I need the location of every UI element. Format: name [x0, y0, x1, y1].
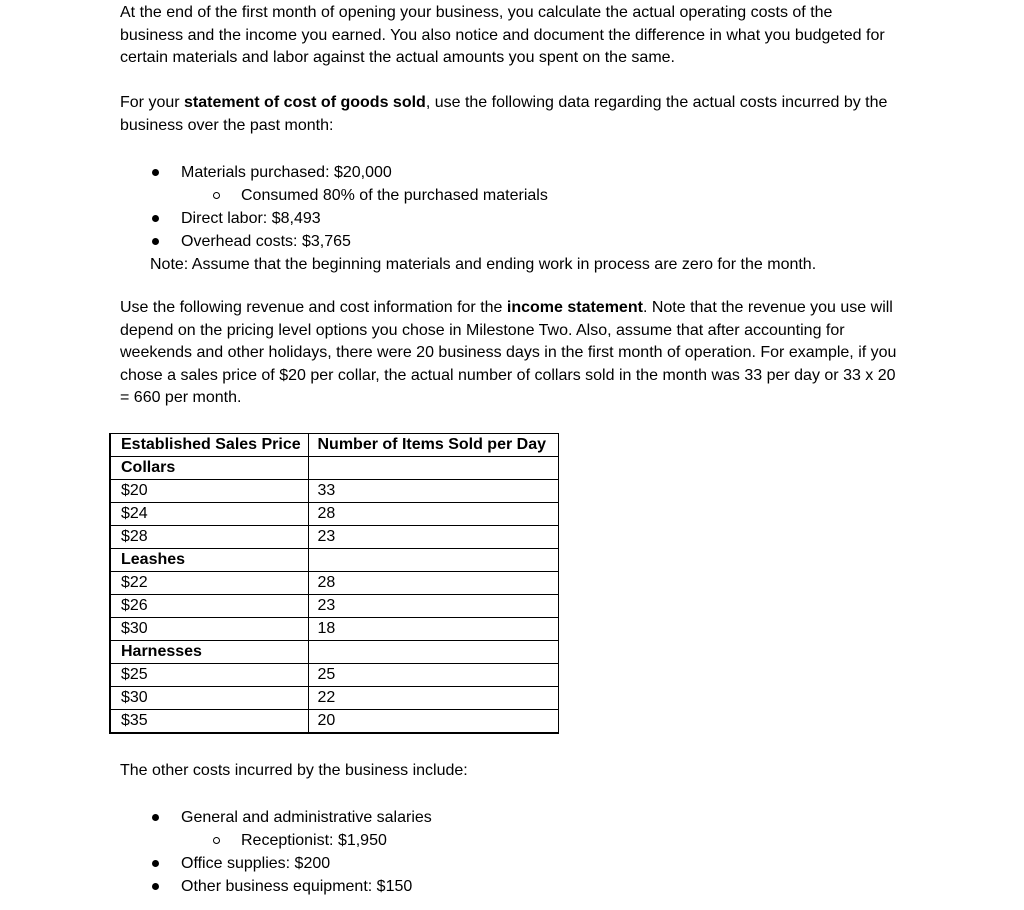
- price-cell: $30: [110, 687, 308, 710]
- quantity-cell: 23: [308, 595, 558, 618]
- cogs-list: [150, 161, 910, 253]
- list-item-text: Office supplies: $200: [181, 855, 331, 872]
- list-item-text: Receptionist: $1,950: [241, 832, 387, 849]
- income-intro-bold: income statement: [506, 299, 643, 316]
- cogs-intro-before: For your: [120, 94, 185, 111]
- price-cell: $24: [110, 503, 308, 526]
- quantity-cell: 23: [308, 526, 558, 549]
- sub-bullet-icon: [213, 192, 220, 199]
- quantity-cell: 33: [308, 480, 558, 503]
- bullet-icon: [152, 238, 159, 245]
- intro-paragraph: At the end of the first month of opening your business, you calculate the actual operating costs of the business and the income you earned. You also notice and document the difference in what you budgeted for certain materials and labor against the actual amounts you spent on the same.: [120, 4, 885, 66]
- other-costs-list: [150, 806, 910, 898]
- group-name: Leashes: [110, 549, 308, 572]
- list-item-text: General and administrative salaries: [181, 809, 432, 826]
- list-item: [150, 852, 910, 875]
- price-cell: $22: [110, 572, 308, 595]
- price-cell: $35: [110, 710, 308, 734]
- list-item: [150, 230, 910, 253]
- quantity-cell: 25: [308, 664, 558, 687]
- table-row: [110, 664, 558, 687]
- group-name: Collars: [110, 457, 308, 480]
- table-header-row: [110, 434, 558, 457]
- quantity-cell: 18: [308, 618, 558, 641]
- cogs-intro-after: , use the following data regarding the actual costs incurred by the business over the past month:: [120, 94, 888, 134]
- bullet-icon: [152, 215, 159, 222]
- price-cell: $25: [110, 664, 308, 687]
- income-intro-paragraph: [120, 297, 900, 410]
- table-row: [110, 480, 558, 503]
- list-item: [150, 829, 910, 852]
- other-costs-intro: The other costs incurred by the business include:: [120, 762, 468, 779]
- list-item: [150, 207, 910, 230]
- table-row: [110, 687, 558, 710]
- sales-price-table: [109, 433, 559, 734]
- bullet-icon: [152, 814, 159, 821]
- group-row: [110, 457, 558, 480]
- quantity-cell: 20: [308, 710, 558, 734]
- group-empty-cell: [308, 457, 558, 480]
- list-item: [150, 875, 910, 898]
- list-item: [150, 161, 910, 184]
- income-intro-after: . Note that the revenue you use will depend on the pricing level options you chose in Milestone Two. Also, assume that after accounting for weekends and other holidays, there were 20 business days in the first month of operation. For example, if you chose a sales price of $20 per collar, the actual number of collars sold in the month was 33 per day or 33 x 20 = 660 per month.: [120, 299, 897, 406]
- list-item-text: Other business equipment: $150: [181, 878, 413, 895]
- list-item-text: Overhead costs: $3,765: [181, 233, 351, 250]
- price-cell: $30: [110, 618, 308, 641]
- list-item-text: Materials purchased: $20,000: [181, 164, 392, 181]
- bullet-icon: [152, 883, 159, 890]
- list-item-text: Consumed 80% of the purchased materials: [241, 187, 548, 204]
- bullet-icon: [152, 860, 159, 867]
- cogs-intro-bold: statement of cost of goods sold: [184, 94, 426, 111]
- table-row: [110, 595, 558, 618]
- list-item: [150, 184, 910, 207]
- table-row: [110, 572, 558, 595]
- price-cell: $20: [110, 480, 308, 503]
- list-item: [150, 806, 910, 829]
- bullet-icon: [152, 169, 159, 176]
- group-empty-cell: [308, 641, 558, 664]
- group-row: [110, 549, 558, 572]
- table-row: [110, 503, 558, 526]
- cogs-intro-paragraph: [120, 92, 900, 137]
- list-item-text: Direct labor: $8,493: [181, 210, 321, 227]
- header-items-sold: Number of Items Sold per Day: [308, 434, 558, 457]
- table-row: [110, 526, 558, 549]
- price-cell: $28: [110, 526, 308, 549]
- income-intro-before: Use the following revenue and cost information for the: [120, 299, 507, 316]
- group-name: Harnesses: [110, 641, 308, 664]
- price-cell: $26: [110, 595, 308, 618]
- table-row: [110, 618, 558, 641]
- quantity-cell: 28: [308, 572, 558, 595]
- header-sales-price: Established Sales Price: [110, 434, 308, 457]
- group-row: [110, 641, 558, 664]
- quantity-cell: 28: [308, 503, 558, 526]
- table-row: [110, 710, 558, 734]
- note-text: Note: Assume that the beginning materials and ending work in process are zero for the month.: [150, 256, 817, 273]
- quantity-cell: 22: [308, 687, 558, 710]
- sub-bullet-icon: [213, 837, 220, 844]
- group-empty-cell: [308, 549, 558, 572]
